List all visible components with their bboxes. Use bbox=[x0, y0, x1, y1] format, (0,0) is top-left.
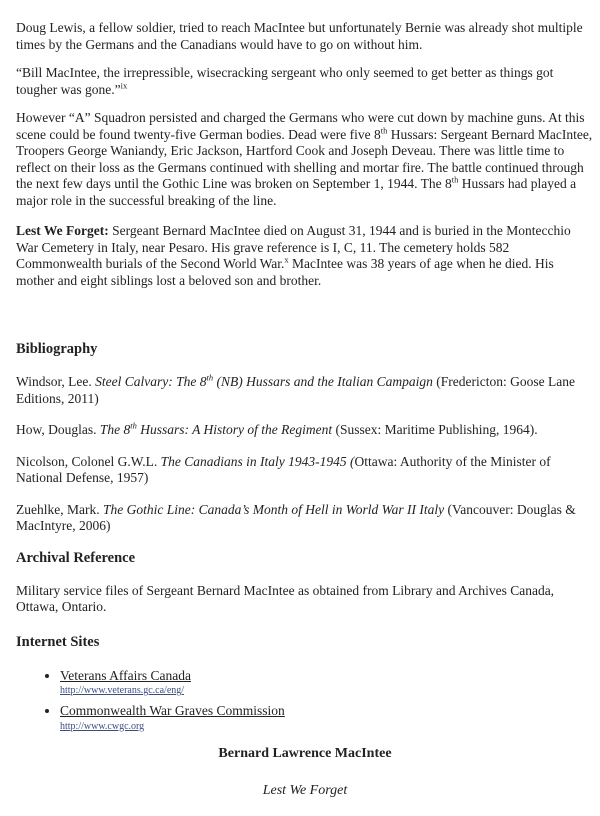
archival-reference-text bbox=[16, 583, 594, 616]
paragraph-doug-lewis-text: Doug Lewis, a fellow soldier, tried to reach MacIntee but unfortunately Bernie was already shot multiple times by the Germans and the Canadians would have to go on without him. bbox=[16, 20, 583, 52]
cwgc-link[interactable]: Commonwealth War Graves Commission bbox=[60, 703, 285, 718]
cwgc-url-link[interactable]: http://www.cwgc.org bbox=[60, 720, 145, 732]
bib-publication: Ottawa: Authority of the Minister of National Defense, 1957) bbox=[16, 453, 551, 485]
bibliography-entry-nicolson bbox=[16, 454, 594, 487]
squadron-text-3: Hussars had played a major role in the successful breaking of the line. bbox=[16, 176, 577, 208]
paragraph-squadron bbox=[16, 110, 594, 209]
ordinal-superscript: th bbox=[130, 420, 137, 431]
bib-author: Nicolson, Colonel G.W.L. bbox=[16, 453, 161, 469]
lest-we-forget-lead: Lest We Forget: bbox=[16, 223, 109, 238]
ordinal-superscript: th bbox=[206, 372, 214, 383]
lest-we-forget-text-2: MacIntee was 38 years of age when he died. His mother and eight siblings lost a beloved son and brother. bbox=[16, 256, 554, 288]
paragraph-doug-lewis bbox=[16, 20, 594, 53]
lest-we-forget-text-1: Sergeant Bernard MacIntee died on August 31, 1944 and is buried in the Montecchio War Cemetery in Italy, near Pesaro. His grave reference is I, C, 11. The cemetery holds 582 Commonwealth burials of the Second World War. bbox=[16, 223, 571, 271]
veterans-affairs-url-row bbox=[60, 684, 594, 697]
bibliography-heading: Bibliography bbox=[16, 341, 98, 357]
bibliography-entry-zuehlke bbox=[16, 502, 594, 535]
list-item bbox=[60, 667, 594, 698]
bib-author: Zuehlke, Mark. bbox=[16, 501, 103, 517]
paragraph-lest-we-forget bbox=[16, 223, 594, 289]
internet-sites-list bbox=[16, 667, 594, 733]
motto-text: Lest We Forget bbox=[262, 782, 348, 798]
bib-title: The Canadians in Italy 1943-1945 ( bbox=[160, 453, 355, 469]
bib-author: How, Douglas. bbox=[16, 422, 100, 437]
paragraph-quote bbox=[16, 65, 594, 98]
endnote-reference-x: x bbox=[284, 254, 289, 265]
bib-publication: (Vancouver: Douglas & MacIntyre, 2006) bbox=[16, 501, 576, 533]
bib-title: (NB) Hussars and the Italian Campaign bbox=[213, 374, 433, 389]
bib-title: The 8 bbox=[99, 422, 131, 437]
bibliography-entry-how bbox=[16, 422, 594, 439]
bib-title: Hussars: A History of the Regiment bbox=[136, 422, 333, 437]
veterans-affairs-url-link[interactable]: http://www.veterans.gc.ca/eng/ bbox=[60, 685, 185, 696]
bib-publication: (Sussex: Maritime Publishing, 1964). bbox=[332, 422, 538, 437]
cwgc-url-row bbox=[60, 720, 594, 733]
bibliography-entry-windsor bbox=[16, 374, 594, 407]
bib-title: Steel Calvary: The 8 bbox=[95, 374, 207, 389]
archival-text: Military service files of Sergeant Bernard MacIntee as obtained from Library and Archives Canada, Ottawa, Ontario. bbox=[16, 582, 555, 614]
bib-author: Windsor, Lee. bbox=[16, 374, 96, 389]
internet-sites-heading: Internet Sites bbox=[16, 633, 100, 650]
ordinal-superscript: th bbox=[380, 125, 388, 135]
archival-reference-heading: Archival Reference bbox=[16, 549, 136, 566]
bib-title: The Gothic Line: Canada’s Month of Hell in World War II Italy bbox=[102, 501, 445, 517]
subject-name: Bernard Lawrence MacIntee bbox=[218, 745, 392, 761]
endnote-reference-ix: ix bbox=[120, 80, 128, 90]
ordinal-superscript: th bbox=[451, 174, 459, 185]
squadron-text-2: Hussars: Sergeant Bernard MacIntee, Troopers George Waniandy, Eric Jackson, Hartford Cook and Joseph Deveau. There was little time to reflect on their loss as the Germans continued with shelling and mortar fire. The battle continued through the next few days until the Gothic Line was broken on September 1, 1944. The 8 bbox=[16, 126, 593, 191]
list-item bbox=[60, 702, 594, 733]
quote-text: “Bill MacIntee, the irrepressible, wisecracking sergeant who only seemed to get better as things got tougher was gone.” bbox=[16, 65, 554, 97]
squadron-text-1: However “A” Squadron persisted and charged the Germans who were cut down by machine guns. At this scene could be found twenty-five German bodies. Dead were five 8 bbox=[16, 110, 585, 142]
veterans-affairs-link[interactable]: Veterans Affairs Canada bbox=[60, 667, 191, 683]
bib-publication: (Fredericton: Goose Lane Editions, 2011) bbox=[16, 374, 575, 406]
